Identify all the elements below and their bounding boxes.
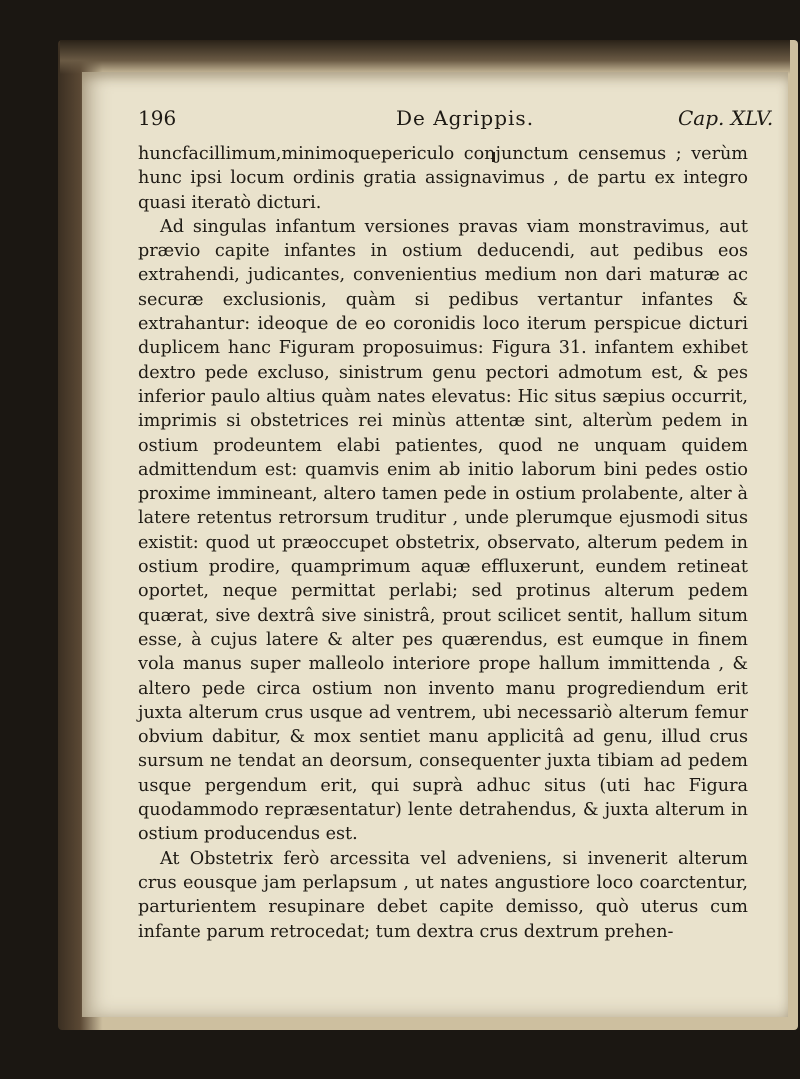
paragraph-1: huncfacillimum,minimoquepericulo conjunctum censemus ; verùm hunc ipsi locum ordinis gratia assignavimus , de partu ex integro quasi iteratò dicturi. (138, 144, 748, 213)
page-number: 196 (138, 106, 177, 130)
page-shadow (60, 40, 790, 74)
running-title: De Agrippis. (396, 106, 535, 130)
running-header (138, 106, 788, 138)
body-text (138, 142, 748, 944)
chapter-label: Cap. XLV. (678, 106, 774, 130)
paragraph-2: Ad singulas infantum versiones pravas viam monstravimus, aut prævio capite infantes in ostium deducendi, aut pedibus eos extrahendi, judicantes, convenientius medium non dari maturæ ac securæ exclusionis, quàm si pedibus vertantur infantes & extrahantur: ideoque de eo coronidis loco iterum perspicue dicturi duplicem hanc Figuram proposuimus: Figura 31. infantem exhibet dextro pede excluso, sinistrum genu pectori admotum est, & pes inferior paulo altius quàm nates elevatus: Hic situs sæpius occurrit, imprimis si obstetrices rei minùs attentæ sint, alterùm pedem in ostium prodeuntem elabi patientes, quod ne unquam quidem admittendum est: quamvis enim ab initio laborum bini pedes ostio proxime immineant, altero tamen pede in ostium prolabente, alter à latere retentus retrorsum truditur , unde plerumque ejusmodi situs existit: quod ut præoccupet obstetrix, observato, alterum pedem in ostium prodire, quamprimum aquæ effluxerunt, eundem retineat oportet, neque permittat perlabi; sed protinus alterum pedem quærat, sive dextrâ sive sinistrâ, prout scilicet sentit, hallum situm esse, à cujus latere & alter pes quærendus, est eumque in finem vola manus super malleolo interiore prope hallum immittenda , & altero pede circa ostium non invento manu progrediendum erit juxta alterum crus usque ad ventrem, ubi necessariò alterum femur obvium dabitur, & mox sentiet manu applicitâ ad genu, illud crus sursum ne tendat an deorsum, consequenter juxta tibiam ad pedem usque pergendum erit, qui suprà adhuc situs (uti hac Figura quodammodo repræsentatur) lente detrahendus, & juxta alterum in ostium producendus est. (138, 216, 748, 845)
paragraph-3: At Obstetrix ferò arcessita vel adveniens, si invenerit alterum crus eousque jam perlapsum , ut nates angustiore loco coarctentur, parturientem resupinare debet capite demisso, quò uterus cum infante parum retrocedat; tum dextra crus dextrum prehen- (138, 848, 748, 942)
page (82, 72, 788, 1017)
